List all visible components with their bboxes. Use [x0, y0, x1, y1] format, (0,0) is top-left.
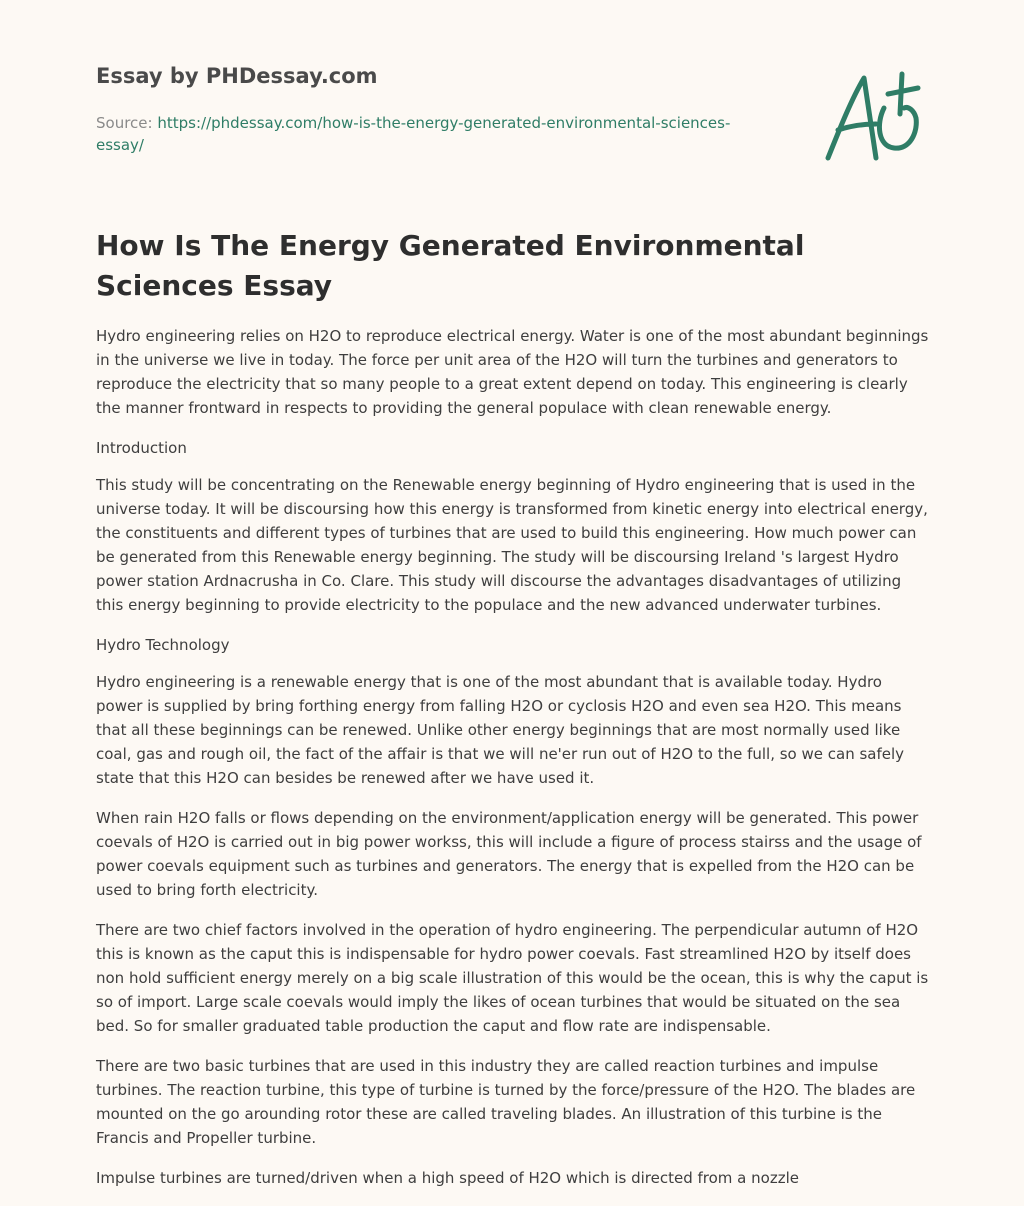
- paragraph: Impulse turbines are turned/driven when a high speed of H2O which is directed from a nozzle: [96, 1169, 799, 1187]
- source-label: Source:: [96, 114, 153, 132]
- a-plus-grade-icon: [818, 68, 930, 166]
- source-line: [96, 112, 756, 156]
- paragraph: This study will be concentrating on the Renewable energy beginning of Hydro engineering that is used in the universe today. It will be discoursing how this energy is transformed from kinetic energy into electrical energy, the constituents and different types of turbines that are used to build this engineering. How much power can be generated from this Renewable energy beginning. The study will be discoursing Ireland 's largest Hydro power station Ardnacrusha in Co. Clare. This study will discourse the advantages disadvantages of utilizing this energy beginning to provide electricity to the populace and the new advanced underwater turbines.: [96, 476, 928, 614]
- paragraph: Hydro engineering relies on H2O to reproduce electrical energy. Water is one of the most abundant beginnings in the universe we live in today. The force per unit area of the H2O will turn the turbines and generators to reproduce the electricity that so many people to a great extent depend on today. This engineering is clearly the manner frontward in respects to providing the general populace with clean renewable energy.: [96, 327, 929, 417]
- paragraph: Hydro engineering is a renewable energy that is one of the most abundant that is available today. Hydro power is supplied by bring forthing energy from falling H2O or cyclosis H2O and even sea H2O. This means that all these beginnings can be renewed. Unlike other energy beginnings that are most normally used like coal, gas and rough oil, the fact of the affair is that we will ne'er run out of H2O to the full, so we can safely state that this H2O can besides be renewed after we have used it.: [96, 673, 905, 787]
- essay-body: [96, 324, 932, 1206]
- section-heading-hydro-technology: Hydro Technology: [96, 636, 230, 654]
- paragraph: There are two basic turbines that are used in this industry they are called reaction turbines and impulse turbines. The reaction turbine, this type of turbine is turned by the force/pressure of the H2O. The blades are mounted on the go arounding rotor these are called traveling blades. An illustration of this turbine is the Francis and Propeller turbine.: [96, 1057, 916, 1147]
- site-name: Essay by PHDessay.com: [96, 64, 378, 88]
- source-link[interactable]: https://phdessay.com/how-is-the-energy-generated-environmental-sciences-essay/: [96, 114, 731, 154]
- essay-title: How Is The Energy Generated Environmental Sciences Essay: [96, 229, 805, 302]
- paragraph: There are two chief factors involved in the operation of hydro engineering. The perpendicular autumn of H2O this is known as the caput this is indispensable for hydro power coevals. Fast streamlined H2O by itself does non hold sufficient energy merely on a big scale illustration of this would be the ocean, this is why the caput is so of import. Large scale coevals would imply the likes of ocean turbines that would be situated on the sea bed. So for smaller graduated table production the caput and flow rate are indispensable.: [96, 921, 929, 1035]
- section-heading-introduction: Introduction: [96, 439, 187, 457]
- paragraph: When rain H2O falls or flows depending on the environment/application energy will be generated. This power coevals of H2O is carried out in big power workss, this will include a figure of process stairss and the usage of power coevals equipment such as turbines and generators. The energy that is expelled from the H2O can be used to bring forth electricity.: [96, 809, 922, 899]
